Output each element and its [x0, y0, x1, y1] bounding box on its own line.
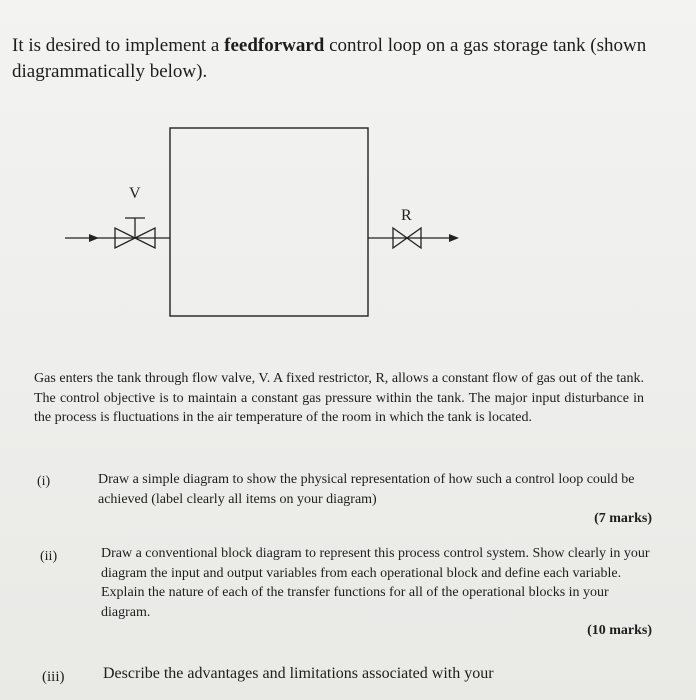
tank-diagram [55, 120, 475, 350]
question-1-marks: (7 marks) [594, 511, 652, 526]
question-2-number: (ii) [40, 549, 58, 564]
valve-label: V [129, 185, 141, 202]
intro-bold-keyword: feedforward [224, 35, 325, 56]
question-2-marks: (10 marks) [587, 623, 652, 638]
question-1-text: Draw a simple diagram to show the physical representation of how such a control loop could be achieved (label clearly all items on your diagram) [98, 472, 635, 507]
question-3-number: (iii) [42, 669, 65, 685]
intro-after: control loop on a gas storage tank (shown diagrammatically below). [12, 35, 647, 82]
question-2-text: Draw a conventional block diagram to represent this process control system. Show clearly in your diagram the input and output variables from each operational block and define each variable. Explain the nature of each of the transfer functions for all of the operational blocks in your diagram. [101, 546, 650, 620]
restrictor-label: R [401, 207, 412, 224]
tank [170, 128, 368, 316]
intro-text [12, 33, 652, 85]
question-1-number: (i) [37, 474, 51, 489]
question-3-text: Describe the advantages and limitations associated with your [103, 665, 494, 682]
description-paragraph: Gas enters the tank through flow valve, V. A fixed restrictor, R, allows a constant flow of gas out of the tank. The control objective is to maintain a constant gas pressure within the tank. The major input disturbance in the process is fluctuations in the air temperature of the room in which the tank is located. [34, 371, 644, 425]
intro-before: It is desired to implement a [12, 35, 225, 56]
outlet-arrow-icon [449, 234, 459, 242]
inlet-arrow-icon [89, 234, 99, 242]
